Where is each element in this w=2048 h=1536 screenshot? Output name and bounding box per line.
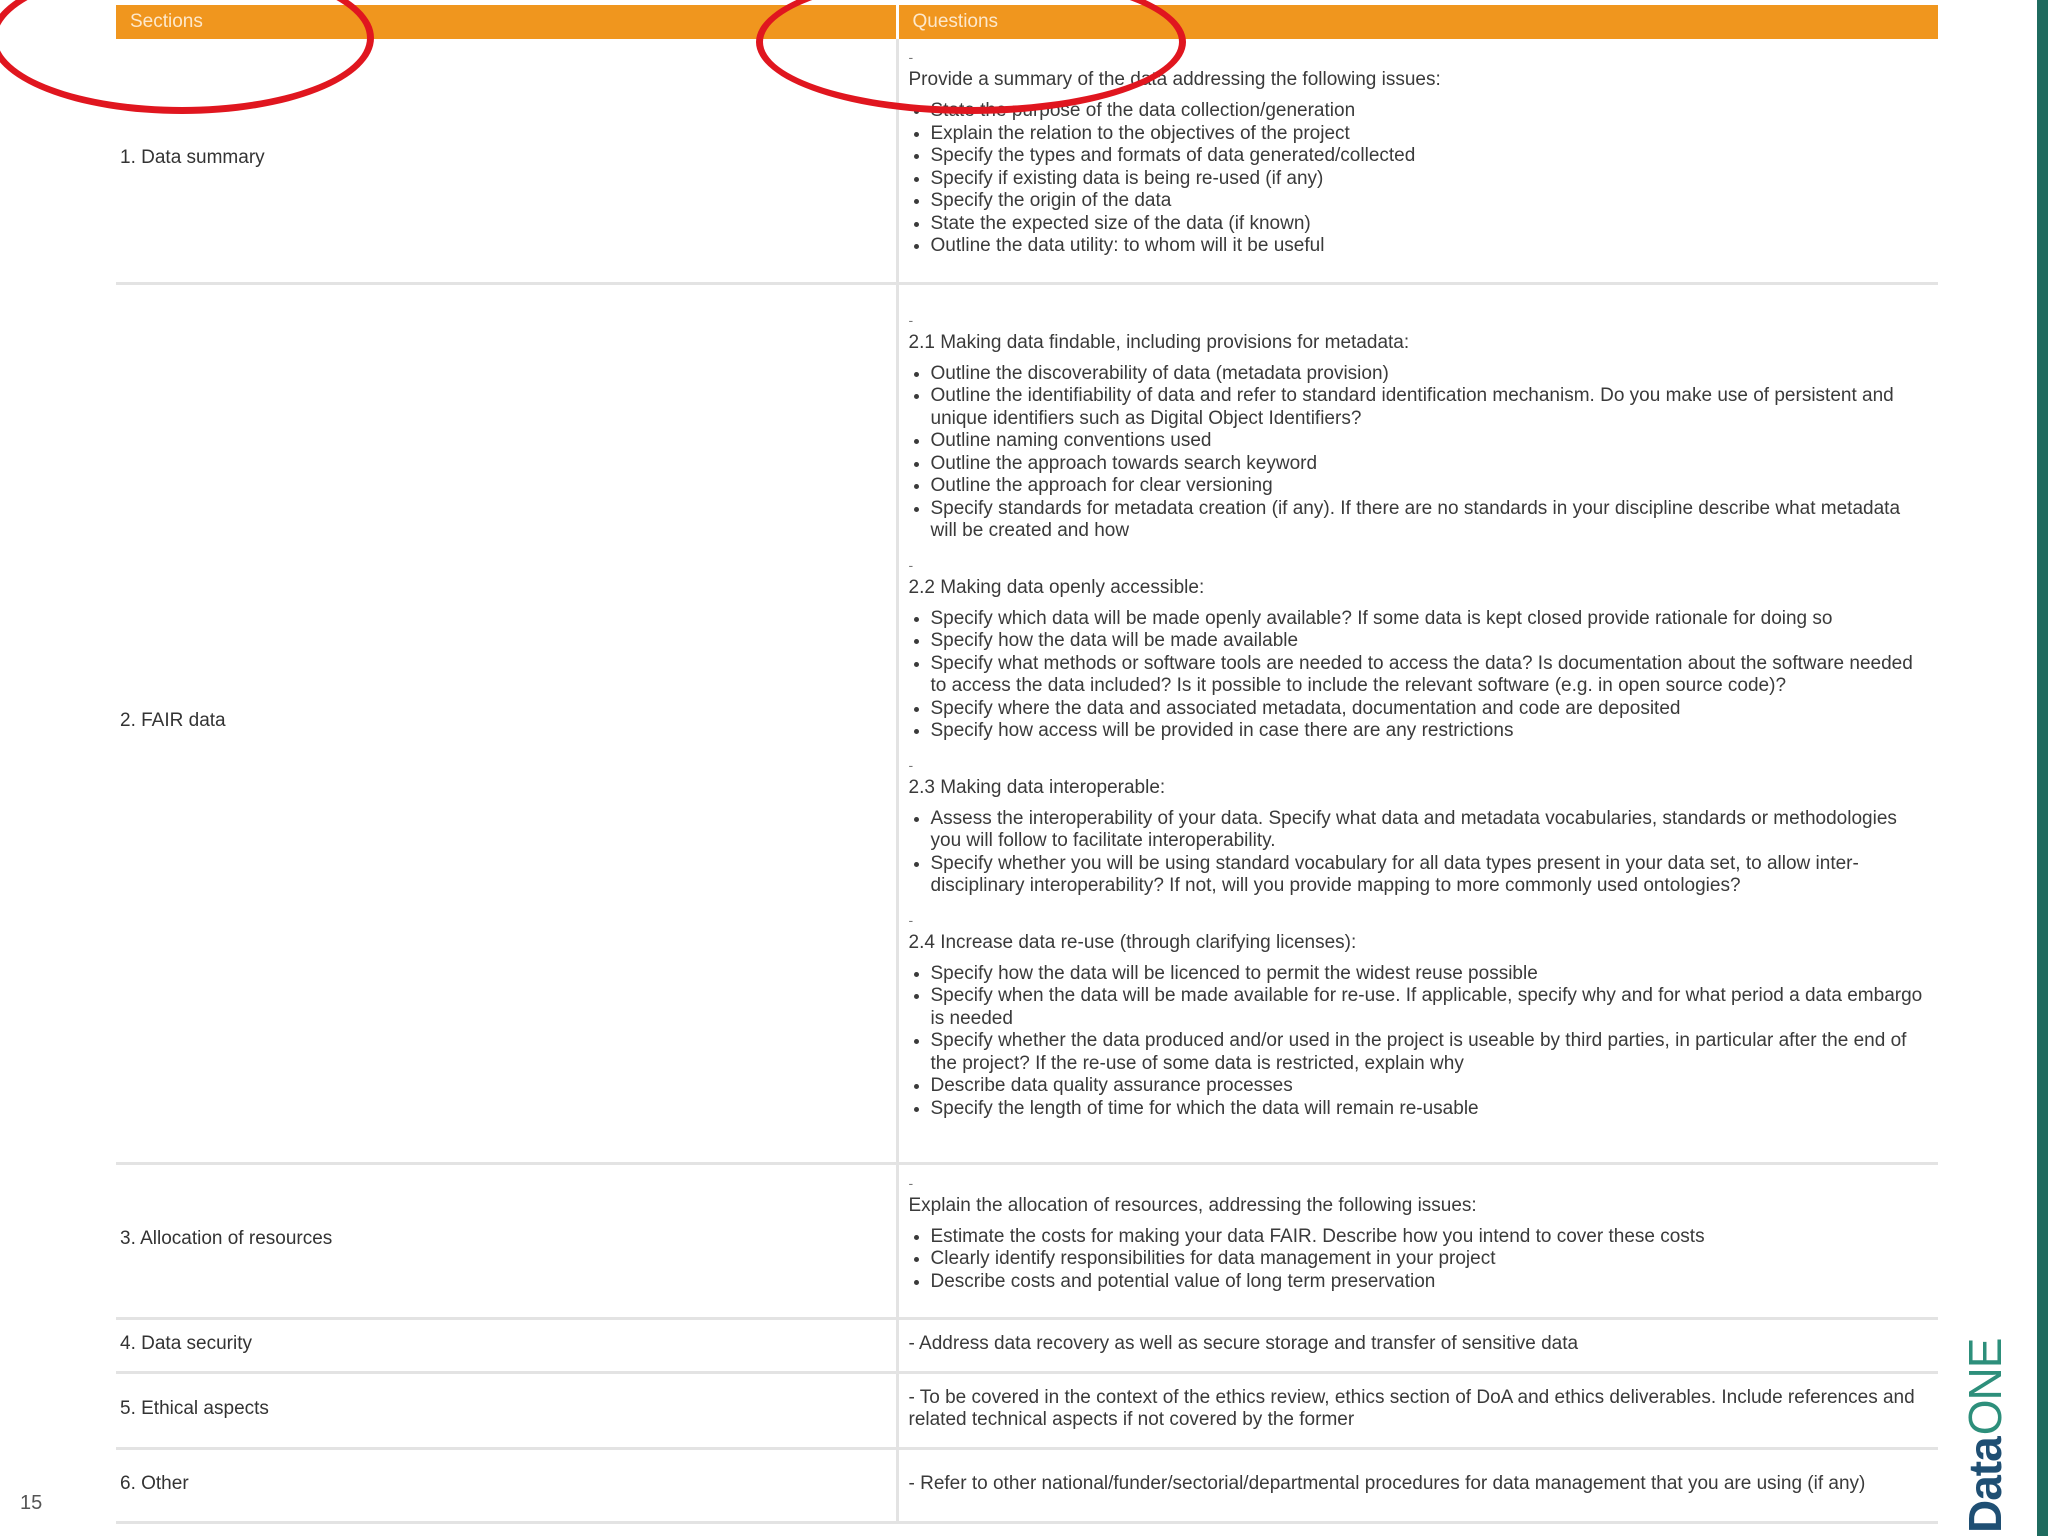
group-dash: - [908,49,914,65]
list-item: • Specify when the data will be made available for re-use. If applicable, specify why and for what period a data embargo is needed [931,985,1931,1030]
list-item: • Specify which data will be made openly available? If some data is kept closed provide rationale for doing so [931,608,1931,631]
group-intro: 2.1 Making data findable, including provisions for metadata: [908,331,1410,353]
list-item: • Estimate the costs for making your data FAIR. Describe how you intend to cover these costs [931,1226,1931,1249]
section-cell: 5. Ethical aspects [116,1373,897,1449]
list-item: • Outline the approach towards search keyword [931,453,1931,476]
list-item: • Explain the relation to the objectives of the project [931,123,1931,146]
list-item: • Specify the types and formats of data generated/collected [931,145,1931,168]
list-item: • Specify the origin of the data [931,190,1931,213]
questions-cell [897,39,1938,283]
section-cell: 3. Allocation of resources [116,1163,897,1319]
header-sections: Sections [116,5,897,39]
slide-number: 15 [20,1492,43,1514]
table-row [116,1449,1938,1523]
question-list [909,963,1931,1121]
question-list [909,363,1931,543]
list-item: • State the expected size of the data (if known) [931,213,1931,236]
questions-cell [897,1373,1938,1449]
dmp-sections-table [116,5,1938,1524]
group-dash: - [908,556,914,573]
question-list [909,608,1931,743]
list-item: • Specify if existing data is being re-used (if any) [931,168,1931,191]
questions-cell [897,1163,1938,1319]
question-text: - Refer to other national/funder/sectorial/departmental procedures for data management that you are using (if any) [908,1472,1866,1494]
section-cell: 6. Other [116,1449,897,1523]
list-item: • Outline the identifiability of data and refer to standard identification mechanism. Do you make use of persistent and unique identifiers such as Digital Object Identifiers? [931,385,1931,430]
section-cell: 1. Data summary [116,39,897,283]
list-item: • Outline the approach for clear versioning [931,475,1931,498]
list-item: • Outline the discoverability of data (metadata provision) [931,363,1931,386]
table-row [116,39,1938,283]
group-intro: Provide a summary of the data addressing the following issues: [908,69,1441,90]
list-item: • Specify what methods or software tools are needed to access the data? Is documentation about the software needed to access the data included? Is it possible to include the relevant software (e.g. in open source code)? [931,653,1931,698]
list-item: • Specify the length of time for which the data will remain re-usable [931,1098,1931,1121]
section-cell: 4. Data security [116,1319,897,1373]
list-item: • Specify how access will be provided in case there are any restrictions [931,720,1931,743]
question-group [909,912,1931,1121]
group-dash: - [908,756,914,773]
list-item: • Outline naming conventions used [931,430,1931,453]
table-row [116,1163,1938,1319]
question-list [909,1226,1931,1294]
question-text: - To be covered in the context of the ethics review, ethics section of DoA and ethics deliverables. Include references and related technical aspects if not covered by the former [908,1386,1915,1430]
question-group [909,312,1931,543]
question-text: - Address data recovery as well as secure storage and transfer of sensitive data [908,1332,1579,1354]
header-questions: Questions [897,5,1938,39]
list-item: • Assess the interoperability of your data. Specify what data and metadata vocabularies, standards or methodologies you will follow to facilitate interoperability. [931,808,1931,853]
list-item: • Clearly identify responsibilities for data management in your project [931,1248,1931,1271]
table-row [116,1319,1938,1373]
table-row [116,1373,1938,1449]
list-item: • Specify whether you will be using standard vocabulary for all data types present in your data set, to allow inter-disciplinary interoperability? If not, will you provide mapping to more commonly used ontologies? [931,853,1931,898]
group-dash: - [908,311,914,328]
list-item: • Specify where the data and associated metadata, documentation and code are deposited [931,698,1931,721]
question-list [909,808,1931,898]
list-item: • Specify how the data will be made available [931,630,1931,653]
dataone-logo: DataONE [1959,1338,2011,1533]
section-cell: 2. FAIR data [116,283,897,1163]
table-header-row [116,5,1938,39]
list-item: • Describe costs and potential value of long term preservation [931,1271,1931,1294]
questions-cell [897,1319,1938,1373]
question-group [909,557,1931,743]
list-item: • Outline the data utility: to whom will it be useful [931,235,1931,258]
questions-cell [897,283,1938,1163]
list-item: • Specify whether the data produced and/or used in the project is useable by third parties, in particular after the end of the project? If the re-use of some data is restricted, explain why [931,1030,1931,1075]
group-intro: Explain the allocation of resources, addressing the following issues: [908,1194,1477,1216]
list-item: • Specify how the data will be licenced to permit the widest reuse possible [931,963,1931,986]
question-group [909,757,1931,898]
question-group [909,1175,1931,1294]
list-item: • Describe data quality assurance processes [931,1075,1931,1098]
group-intro: 2.2 Making data openly accessible: [908,576,1205,598]
question-list [909,100,1931,258]
questions-cell [897,1449,1938,1523]
table-row [116,283,1938,1163]
question-group [909,49,1931,258]
group-intro: 2.4 Increase data re-use (through clarifying licenses): [908,931,1357,953]
list-item: • Specify standards for metadata creation (if any). If there are no standards in your discipline describe what metadata will be created and how [931,498,1931,543]
brand-side-bar [2037,0,2048,1536]
group-dash: - [908,911,914,928]
list-item: • State the purpose of the data collection/generation [931,100,1931,123]
group-intro: 2.3 Making data interoperable: [908,776,1166,798]
group-dash: - [908,1174,914,1191]
table-body [116,39,1938,1523]
